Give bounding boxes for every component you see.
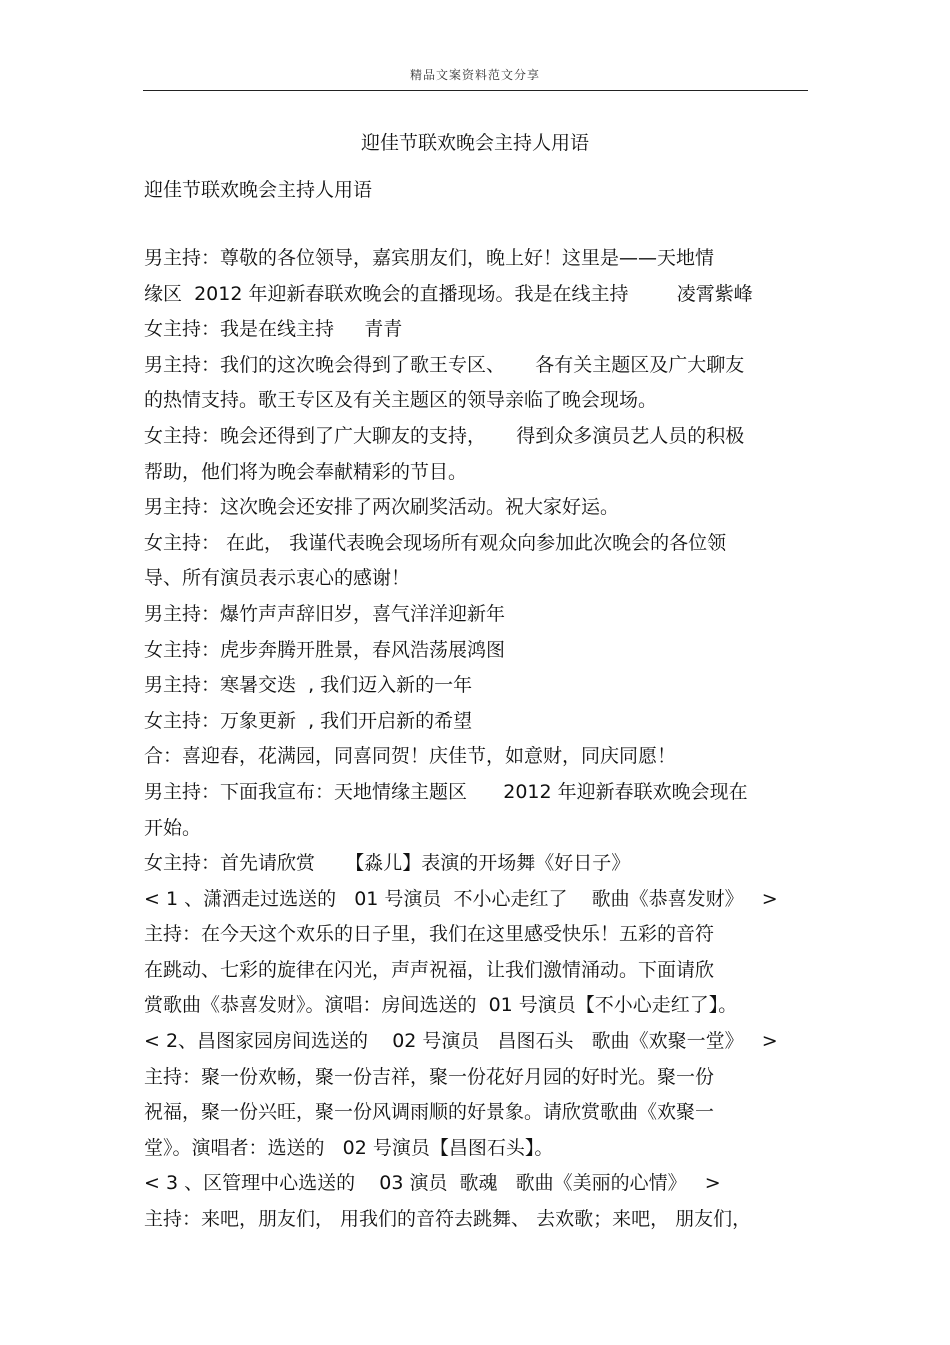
text-line: 女主持： 在此， 我谨代表晚会现场所有观众向参加此次晚会的各位领 — [144, 531, 727, 554]
document-title: 迎佳节联欢晚会主持人用语 — [360, 132, 589, 154]
text-line: 女主持：万象更新 , 我们开启新的希望 — [144, 709, 473, 732]
header-rule — [143, 90, 808, 91]
text-line: 主持：来吧，朋友们， 用我们的音符去跳舞、 去欢歌；来吧， 朋友们， — [144, 1208, 752, 1231]
text-line: 的热情支持。歌王专区及有关主题区的领导亲临了晚会现场。 — [144, 389, 658, 412]
text-line: 帮助，他们将为晚会奉献精彩的节目。 — [144, 460, 468, 483]
text-line: < 1 、潇洒走过选送的 01 号演员 不小心走红了 歌曲《恭喜发财》 > — [144, 887, 778, 910]
document-subtitle: 迎佳节联欢晚会主持人用语 — [144, 179, 373, 201]
text-line: 男主持：寒暑交迭 , 我们迈入新的一年 — [144, 674, 473, 697]
text-line: 导、所有演员表示衷心的感谢！ — [144, 567, 411, 590]
text-line: 合：喜迎春，花满园，同喜同贺！庆佳节，如意财，同庆同愿！ — [144, 745, 677, 768]
text-line: 开始。 — [144, 816, 202, 839]
text-line: 女主持：虎步奔腾开胜景，春风浩荡展鸿图 — [144, 638, 506, 661]
text-line: 堂》。演唱者：选送的 02 号演员【昌图石头】。 — [144, 1136, 554, 1159]
text-line: 在跳动、七彩的旋律在闪光，声声祝福，让我们激情涌动。下面请欣 — [144, 958, 715, 981]
text-line: 男主持：我们的这次晚会得到了歌王专区、 各有关主题区及广大聊友 — [144, 353, 745, 376]
text-line: 女主持：我是在线主持 青青 — [144, 318, 403, 341]
text-line: 祝福，聚一份兴旺，聚一份风调雨顺的好景象。请欣赏歌曲《欢聚一 — [144, 1101, 715, 1124]
page-header: 精品文案资料范文分享 — [409, 68, 540, 82]
text-line: 男主持：爆竹声声辞旧岁，喜气洋洋迎新年 — [144, 602, 506, 625]
text-line: 男主持：这次晚会还安排了两次刷奖活动。祝大家好运。 — [144, 496, 620, 519]
text-line: 缘区 2012 年迎新春联欢晚会的直播现场。我是在线主持 凌霄紫峰 — [144, 282, 753, 305]
document-body — [144, 241, 824, 1238]
text-line: < 3 、区管理中心选送的 03 演员 歌魂 歌曲《美丽的心情》 > — [144, 1172, 721, 1195]
text-line: 赏歌曲《恭喜发财》。演唱：房间选送的 01 号演员【不小心走红了】。 — [144, 994, 738, 1017]
text-line: 主持：聚一份欢畅，聚一份吉祥，聚一份花好月园的好时光。聚一份 — [144, 1065, 715, 1088]
text-line: 女主持：晚会还得到了广大聊友的支持， 得到众多演员艺人员的积极 — [144, 424, 745, 447]
text-line: 主持：在今天这个欢乐的日子里，我们在这里感受快乐！五彩的音符 — [144, 923, 715, 946]
text-line: 女主持：首先请欣赏 【淼儿】表演的开场舞《好日子》 — [144, 852, 631, 875]
text-line: 男主持：尊敬的各位领导，嘉宾朋友们，晚上好！这里是——天地情 — [144, 247, 715, 269]
text-line: < 2、昌图家园房间选送的 02 号演员 昌图石头 歌曲《欢聚一堂》 > — [144, 1030, 778, 1053]
text-line: 男主持：下面我宣布：天地情缘主题区 2012 年迎新春联欢晚会现在 — [144, 780, 748, 803]
